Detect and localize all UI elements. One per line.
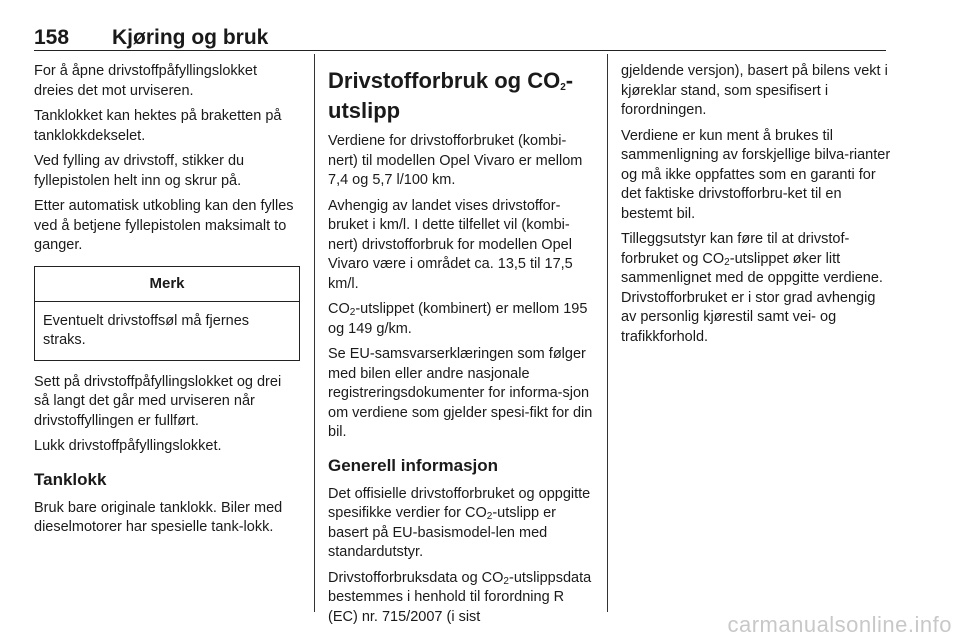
note-title: Merk xyxy=(35,267,299,302)
note-body: Eventuelt drivstoffsøl må fjernes straks. xyxy=(43,312,250,348)
paragraph-regulation-cont: gjeldende versjon), basert på bilens vekt i kjøreklar stand, som spesifisert i forordningen. xyxy=(621,63,888,118)
note-box xyxy=(34,266,300,361)
chapter-title: Kjøring og bruk xyxy=(112,26,269,49)
paragraph-regulation: Drivstofforbruksdata og $CO_2$-utslippsdata bestemmes i henhold til forordning R (EC) nr. 715/2007 (i sist xyxy=(328,569,592,625)
paragraph-co2-values: $CO_2$-utslippet (kombinert) er mellom 195 og 149 g/km. xyxy=(328,301,588,337)
paragraph-eu-declaration: Se EU-samsvarserklæringen som følger med bilen eller andre nasjonale registreringsdokumenter for informa-sjon om verdiene som gjelder spesi-fikt for din bil. xyxy=(328,346,593,440)
paragraph-km-per-l: Avhengig av landet vises drivstoffor-bruket i km/l. I dette tilfellet vil (kombi-nert) drivstofforbruk for modellen Opel Vivaro være i området ca. 13,5 til 17,5 km/l. xyxy=(328,197,573,292)
column-2 xyxy=(328,62,596,633)
page-header xyxy=(34,20,886,51)
paragraph-hook-lid: Tanklokket kan hektes på braketten på tanklokkdekselet. xyxy=(34,108,282,144)
page-number: 158 xyxy=(34,26,70,49)
paragraph-extra-equipment: Tilleggsutstyr kan føre til at drivstof-forbruket og $CO_2$-utslippet øker litt sammenlignet med de oppgitte verdiene. Drivstofforbruket er i stor grad avhengig av personlig kjørestil samt vei- og trafikkforhold. xyxy=(621,231,883,345)
paragraph-close-lid: Sett på drivstoffpåfyllingslokket og drei så langt det går med urviseren når drivstoffyllingen er fullført. xyxy=(34,373,282,429)
paragraph-comparison: Verdiene er kun ment å brukes til sammenligning av forskjellige bilva-rianter og må ikke oppfattes som en garanti for det faktiske drivstofforbru-ket til en bestemt bil. xyxy=(621,127,891,222)
column-divider-2 xyxy=(607,54,608,612)
paragraph-original-caps: Bruk bare originale tanklokk. Biler med dieselmotorer har spesielle tank-lokk. xyxy=(34,499,283,535)
column-1 xyxy=(34,62,300,544)
column-divider-1 xyxy=(314,54,315,612)
paragraph-close-flap: Lukk drivstoffpåfyllingslokket. xyxy=(34,438,222,454)
column-3 xyxy=(621,62,891,353)
heading-general-info: Generell informasjon xyxy=(328,455,499,475)
paragraph-refuel: Ved fylling av drivstoff, stikker du fyllepistolen helt inn og skrur på. xyxy=(34,153,245,189)
heading-tanklokk: Tanklokk xyxy=(34,469,107,489)
paragraph-open-lid: For å åpne drivstoffpåfyllingslokket dreies det mot urviseren. xyxy=(34,63,257,99)
section-heading-fuel-consumption: Drivstofforbruk og $CO_2$-utslipp xyxy=(328,68,574,123)
watermark-text: carmanualsonline.info xyxy=(727,612,952,637)
paragraph-official-consumption: Det offisielle drivstofforbruket og oppgitte spesifikke verdier for $CO_2$-utslipp er basert på EU-basismodel-len med standardutstyr. xyxy=(328,485,591,560)
paragraph-auto-cutoff: Etter automatisk utkobling kan den fylles ved å betjene fyllepistolen maksimalt to ganger. xyxy=(34,198,294,253)
paragraph-consumption-values: Verdiene for drivstofforbruket (kombi-nert) til modellen Opel Vivaro er mellom 7,4 og 5,7 l/100 km. xyxy=(328,133,583,188)
